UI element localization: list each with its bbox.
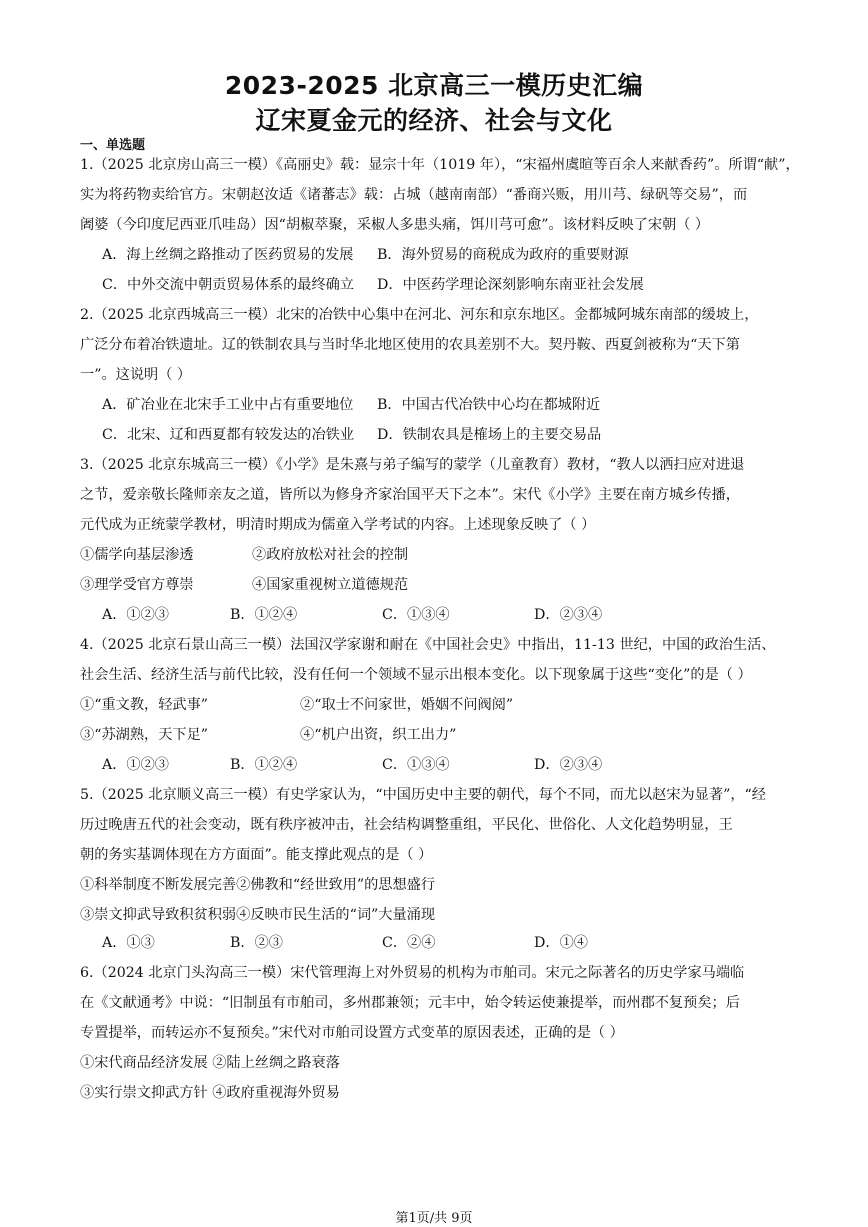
question-3-statement-1: ①儒学向基层渗透 [80, 547, 194, 563]
question-1-option-c: C．中外交流中朝贡贸易体系的最终确立 [102, 277, 355, 293]
question-4-option-d: D．②③④ [534, 757, 603, 773]
question-4-statement-2: ②“取士不问家世，婚姻不问阀阅” [300, 697, 514, 713]
question-text-line: 历过晚唐五代的社会变动，既有秩序被冲击，社会结构调整重组，平民化、世俗化、人文化趋势明显，王 [80, 817, 733, 833]
question-6-stem [80, 958, 792, 1048]
question-5-option-d: D．①④ [534, 935, 588, 951]
question-2-option-b: B．中国古代冶铁中心均在都城附近 [377, 397, 601, 413]
question-3-option-b: B．①②④ [230, 607, 298, 623]
question-text-line: 4.（2025 北京石景山高三一模）法国汉学家谢和耐在《中国社会史》中指出，11-13 世纪，中国的政治生活、 [80, 637, 776, 653]
page-number-footer: 第1页/共 9页 [395, 1211, 473, 1226]
question-1-option-a: A．海上丝绸之路推动了医药贸易的发展 [102, 247, 354, 263]
question-2-option-d: D．铁制农具是榷场上的主要交易品 [377, 427, 602, 443]
question-text-line: 一”。这说明（ ） [80, 367, 192, 383]
question-3-statement-4: ④国家重视树立道德规范 [252, 577, 409, 593]
question-2-stem [80, 300, 792, 390]
question-5-option-b: B．②③ [230, 935, 283, 951]
question-text-line: 在《文献通考》中说：“旧制虽有市舶司，多州郡兼领；元丰中，始令转运使兼提举，而州郡不复预矣；后 [80, 995, 740, 1011]
document-title-line2: 辽宋夏金元的经济、社会与文化 [255, 106, 613, 135]
question-1-option-b: B．海外贸易的商税成为政府的重要财源 [377, 247, 629, 263]
question-text-line: 3.（2025 北京东城高三一模）《小学》是朱熹与弟子编写的蒙学（儿童教育）教材，“教人以洒扫应对进退 [80, 457, 745, 473]
question-text-line: 专置提举，而转运亦不复预矣。”宋代对市舶司设置方式变革的原因表述，正确的是（ ） [80, 1025, 624, 1041]
question-text-line: 5.（2025 北京顺义高三一模）有史学家认为，“中国历史中主要的朝代，每个不同，而尤以赵宋为显著”，“经 [80, 787, 766, 803]
question-3-stem [80, 450, 792, 540]
question-3-statement-3: ③理学受官方尊崇 [80, 577, 194, 593]
question-1-stem [80, 150, 800, 240]
question-5-statements-row-1: ①科举制度不断发展完善②佛教和“经世致用”的思想盛行 [80, 877, 436, 893]
question-5-statements-row-2: ③崇文抑武导致积贫积弱④反映市民生活的“词”大量涌现 [80, 907, 436, 923]
question-4-option-c: C．①③④ [382, 757, 450, 773]
question-4-option-a: A．①②③ [102, 757, 169, 773]
question-5-option-a: A．①③ [102, 935, 155, 951]
question-4-statement-4: ④“机户出资，织工出力” [300, 727, 457, 743]
question-text-line: 实为将药物卖给官方。宋朝赵汝适《诸蕃志》载：占城（越南南部）“番商兴贩，用川芎、绿矾等交易”，而 [80, 187, 748, 203]
question-text-line: 6.（2024 北京门头沟高三一模）宋代管理海上对外贸易的机构为市舶司。宋元之际著名的历史学家马端临 [80, 965, 745, 981]
question-3-option-d: D．②③④ [534, 607, 603, 623]
question-text-line: 之节，爱亲敬长隆师亲友之道，皆所以为修身齐家治国平天下之本”。宋代《小学》主要在南方城乡传播， [80, 487, 740, 503]
question-1-option-d: D．中医药学理论深刻影响东南亚社会发展 [377, 277, 644, 293]
question-6-statements-row-2: ③实行崇文抑武方针 ④政府重视海外贸易 [80, 1085, 340, 1101]
question-4-statement-1: ①“重文教，轻武事” [80, 697, 209, 713]
question-5-option-c: C．②④ [382, 935, 436, 951]
question-text-line: 2.（2025 北京西城高三一模）北宋的冶铁中心集中在河北、河东和京东地区。金都城阿城东南部的缓坡上， [80, 307, 759, 323]
question-text-line: 1.（2025 北京房山高三一模）《高丽史》载：显宗十年（1019 年），“宋福州虞暄等百余人来献香药”。所谓“献”， [80, 157, 800, 173]
section-heading: 一、单选题 [80, 138, 146, 153]
question-4-option-b: B．①②④ [230, 757, 298, 773]
question-5-stem [80, 780, 792, 870]
question-text-line: 元代成为正统蒙学教材，明清时期成为儒童入学考试的内容。上述现象反映了（ ） [80, 517, 596, 533]
question-text-line: 社会生活、经济生活与前代比较，没有任何一个领域不显示出根本变化。以下现象属于这些“变化”的是（ ） [80, 667, 752, 683]
question-text-line: 广泛分布着冶铁遗址。辽的铁制农具与当时华北地区使用的农具差别不大。契丹鞍、西夏剑被称为“天下第 [80, 337, 740, 353]
question-text-line: 朝的务实基调体现在方方面面”。能支撑此观点的是（ ） [80, 847, 433, 863]
question-text-line: 阇婆（今印度尼西亚爪哇岛）因“胡椒萃聚，采椒人多患头痛，饵川芎可愈”。该材料反映了宋朝（ ） [80, 217, 710, 233]
question-4-stem [80, 630, 792, 690]
document-title-line1: 2023-2025 北京高三一模历史汇编 [224, 71, 644, 100]
question-2-option-c: C．北宋、辽和西夏都有较发达的冶铁业 [102, 427, 355, 443]
question-3-statement-2: ②政府放松对社会的控制 [252, 547, 409, 563]
question-3-option-c: C．①③④ [382, 607, 450, 623]
question-4-statement-3: ③“苏湖熟，天下足” [80, 727, 209, 743]
question-3-option-a: A．①②③ [102, 607, 169, 623]
question-6-statements-row-1: ①宋代商品经济发展 ②陆上丝绸之路衰落 [80, 1055, 340, 1071]
question-2-option-a: A．矿冶业在北宋手工业中占有重要地位 [102, 397, 354, 413]
